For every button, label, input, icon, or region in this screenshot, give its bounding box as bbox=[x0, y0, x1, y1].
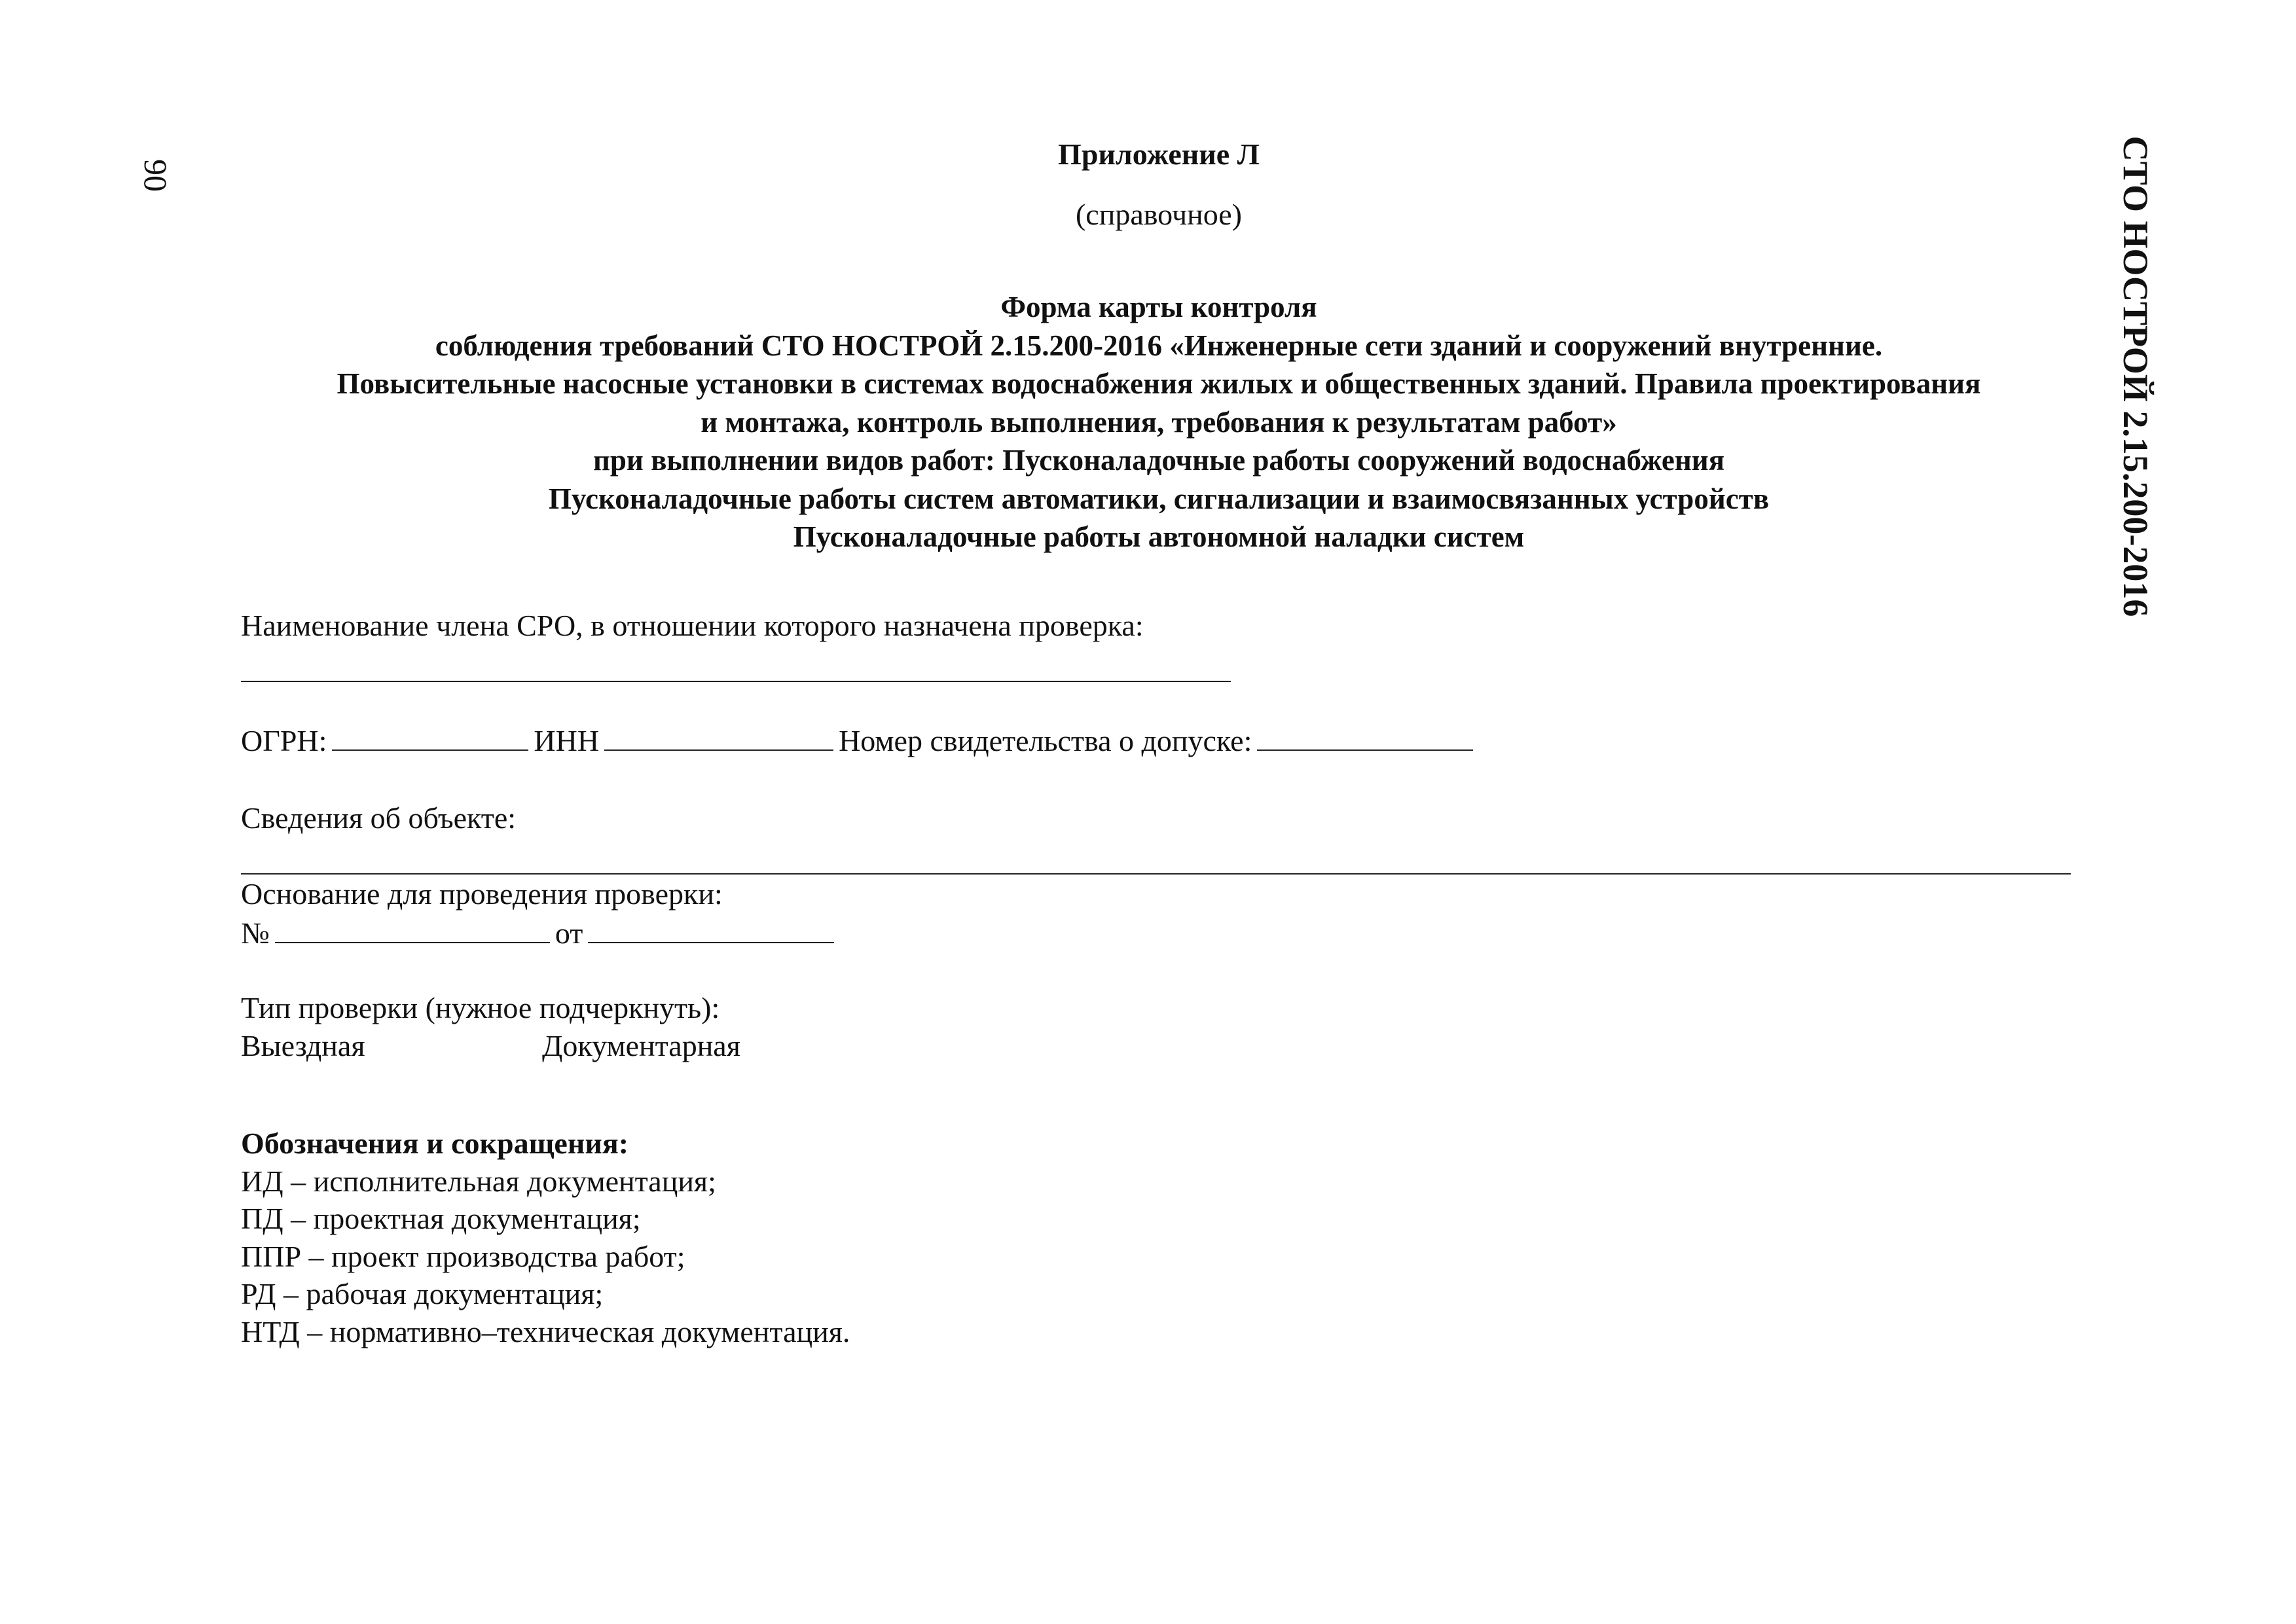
check-type-label: Тип проверки (нужное подчеркнуть): bbox=[241, 991, 720, 1024]
abbreviation-item: ИД – исполнительная документация; bbox=[241, 1164, 716, 1198]
document-code-text: СТО НОСТРОЙ 2.15.200-2016 bbox=[2116, 135, 2155, 617]
abbreviation-item: НТД – нормативно–техническая документация. bbox=[241, 1314, 850, 1348]
certificate-blank[interactable] bbox=[1257, 749, 1473, 751]
form-title-line: и монтажа, контроль выполнения, требования к результатам работ» bbox=[701, 405, 1617, 439]
form-title-line: Пусконаладочные работы систем автоматики, сигнализации и взаимосвязанных устройств bbox=[548, 482, 1770, 515]
form-title bbox=[216, 288, 2102, 556]
appendix-subtitle: (справочное) bbox=[1075, 198, 1243, 231]
form-title-line: соблюдения требований СТО НОСТРОЙ 2.15.200-2016 «Инженерные сети зданий и сооружений внутренние. bbox=[435, 329, 1883, 362]
form-title-line: Повысительные насосные установки в системах водоснабжения жилых и общественных зданий. Правила проектирования bbox=[337, 367, 1981, 400]
certificate-label: Номер свидетельства о допуске: bbox=[839, 724, 1252, 757]
from-label: от bbox=[555, 916, 583, 950]
basis-label: Основание для проведения проверки: bbox=[241, 877, 723, 911]
form-title-line: при выполнении видов работ: Пусконаладочные работы сооружений водоснабжения bbox=[592, 444, 1725, 477]
object-line[interactable] bbox=[241, 873, 2071, 875]
number-label: № bbox=[241, 916, 270, 950]
basis-date-blank[interactable] bbox=[588, 941, 834, 943]
check-type-field[interactable]: Выездная bbox=[241, 1029, 365, 1062]
object-label: Сведения об объекте: bbox=[241, 801, 517, 835]
page-number: 90 bbox=[137, 159, 174, 192]
check-type-documentary[interactable]: Документарная bbox=[542, 1029, 740, 1062]
basis-number-blank[interactable] bbox=[275, 941, 550, 943]
form-title-line: Пусконаладочные работы автономной наладки систем bbox=[793, 520, 1525, 553]
inn-blank[interactable] bbox=[604, 749, 833, 751]
check-type-options bbox=[241, 1028, 740, 1064]
form-title-line: Форма карты контроля bbox=[1000, 291, 1317, 323]
ogrn-blank[interactable] bbox=[332, 749, 528, 751]
abbreviation-item: ППР – проект производства работ; bbox=[241, 1239, 685, 1273]
appendix-title: Приложение Л bbox=[1058, 137, 1260, 171]
abbreviation-item: РД – рабочая документация; bbox=[241, 1277, 604, 1310]
registration-row bbox=[241, 723, 1478, 759]
member-name-line[interactable] bbox=[241, 681, 1231, 682]
inn-label: ИНН bbox=[534, 724, 600, 757]
ogrn-label: ОГРН: bbox=[241, 724, 327, 757]
abbreviations-section bbox=[241, 1125, 850, 1350]
basis-number-row bbox=[241, 915, 839, 952]
abbreviations-heading: Обозначения и сокращения: bbox=[241, 1127, 629, 1160]
abbreviation-item: ПД – проектная документация; bbox=[241, 1202, 641, 1235]
member-name-label: Наименование члена СРО, в отношении которого назначена проверка: bbox=[241, 609, 1144, 642]
